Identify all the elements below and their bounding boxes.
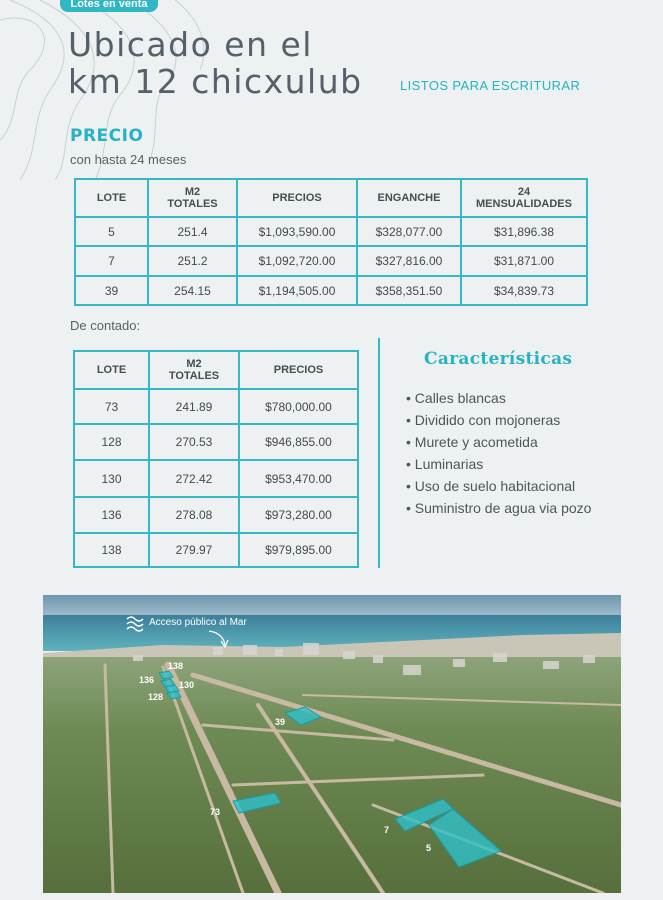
cell-lote: 130 <box>74 460 149 497</box>
header-mensualidades: 24 MENSUALIDADES <box>461 179 587 217</box>
header-m2-totales: M2 TOTALES <box>148 179 237 217</box>
cell-precio: $1,194,505.00 <box>237 276 357 305</box>
cell-precio: $973,280.00 <box>239 497 358 533</box>
list-item: • Suministro de agua via pozo <box>406 500 592 516</box>
cell-lote: 73 <box>74 389 149 424</box>
financing-price-table <box>74 178 588 306</box>
land <box>43 657 621 893</box>
lot-label-128: 128 <box>148 692 164 702</box>
header-lote: LOTE <box>74 351 149 389</box>
cell-mensualidad: $31,896.38 <box>461 217 587 246</box>
table-row <box>74 497 358 533</box>
cell-lote: 39 <box>75 276 148 305</box>
cell-precio: $1,093,590.00 <box>237 217 357 246</box>
lot-label-73: 73 <box>210 807 221 817</box>
title-line-1: Ubicado en el <box>68 25 313 64</box>
cell-lote: 138 <box>74 533 149 567</box>
cell-lote: 5 <box>75 217 148 246</box>
cell-m2: 251.4 <box>148 217 237 246</box>
cell-enganche: $358,351.50 <box>357 276 461 305</box>
cash-price-table <box>73 350 359 568</box>
cash-label: De contado: <box>70 318 141 333</box>
section-divider <box>378 338 380 568</box>
table-header-row <box>75 179 587 217</box>
table-header-row <box>74 351 358 389</box>
list-item: • Dividido con mojoneras <box>406 412 561 428</box>
cell-m2: 279.97 <box>149 533 239 567</box>
lot-label-130: 130 <box>179 680 195 690</box>
list-item: • Calles blancas <box>406 390 506 406</box>
lot-label-39: 39 <box>275 717 286 727</box>
ready-to-deed-tagline: LISTOS PARA ESCRITURAR <box>400 78 581 93</box>
cell-enganche: $327,816.00 <box>357 246 461 276</box>
cell-lote: 128 <box>74 424 149 460</box>
lot-label-136: 136 <box>139 675 155 685</box>
title-line-2: km 12 chicxulub <box>68 62 363 101</box>
list-item: • Luminarias <box>406 456 484 472</box>
table-row <box>74 533 358 567</box>
header-lote: LOTE <box>75 179 148 217</box>
cell-precio: $946,855.00 <box>239 424 358 460</box>
table-row <box>74 460 358 497</box>
cell-lote: 136 <box>74 497 149 533</box>
table-row <box>74 389 358 424</box>
cell-m2: 270.53 <box>149 424 239 460</box>
cell-precio: $780,000.00 <box>239 389 358 424</box>
cell-m2: 254.15 <box>148 276 237 305</box>
cell-precio: $953,470.00 <box>239 460 358 497</box>
features-list <box>406 388 591 520</box>
features-heading: Características <box>424 349 573 369</box>
table-row <box>75 246 587 276</box>
cell-m2: 272.42 <box>149 460 239 497</box>
price-heading: PRECIO <box>70 126 144 146</box>
header-enganche: ENGANCHE <box>357 179 461 217</box>
page-title <box>68 26 363 100</box>
cell-mensualidad: $34,839.73 <box>461 276 587 305</box>
lots-for-sale-badge: Lotes en venta <box>60 0 158 12</box>
table-row <box>75 276 587 305</box>
sky <box>43 595 621 617</box>
public-beach-access-label: Acceso público al Mar <box>149 617 247 628</box>
table-row <box>75 217 587 246</box>
cell-precio: $979,895.00 <box>239 533 358 567</box>
list-item: • Uso de suelo habitacional <box>406 478 576 494</box>
cell-m2: 278.08 <box>149 497 239 533</box>
lot-label-138: 138 <box>168 661 184 671</box>
cell-precio: $1,092,720.00 <box>237 246 357 276</box>
cell-lote: 7 <box>75 246 148 276</box>
lot-label-7: 7 <box>384 825 390 835</box>
header-precios: PRECIOS <box>237 179 357 217</box>
cell-enganche: $328,077.00 <box>357 217 461 246</box>
header-m2-totales: M2 TOTALES <box>149 351 239 389</box>
list-item: • Murete y acometida <box>406 434 538 450</box>
cell-m2: 241.89 <box>149 389 239 424</box>
lot-label-5: 5 <box>426 843 432 853</box>
cell-mensualidad: $31,871.00 <box>461 246 587 276</box>
aerial-lot-photo <box>43 595 621 893</box>
table-row <box>74 424 358 460</box>
header-precios: PRECIOS <box>239 351 358 389</box>
cell-m2: 251.2 <box>148 246 237 276</box>
price-subheading: con hasta 24 meses <box>70 152 187 167</box>
